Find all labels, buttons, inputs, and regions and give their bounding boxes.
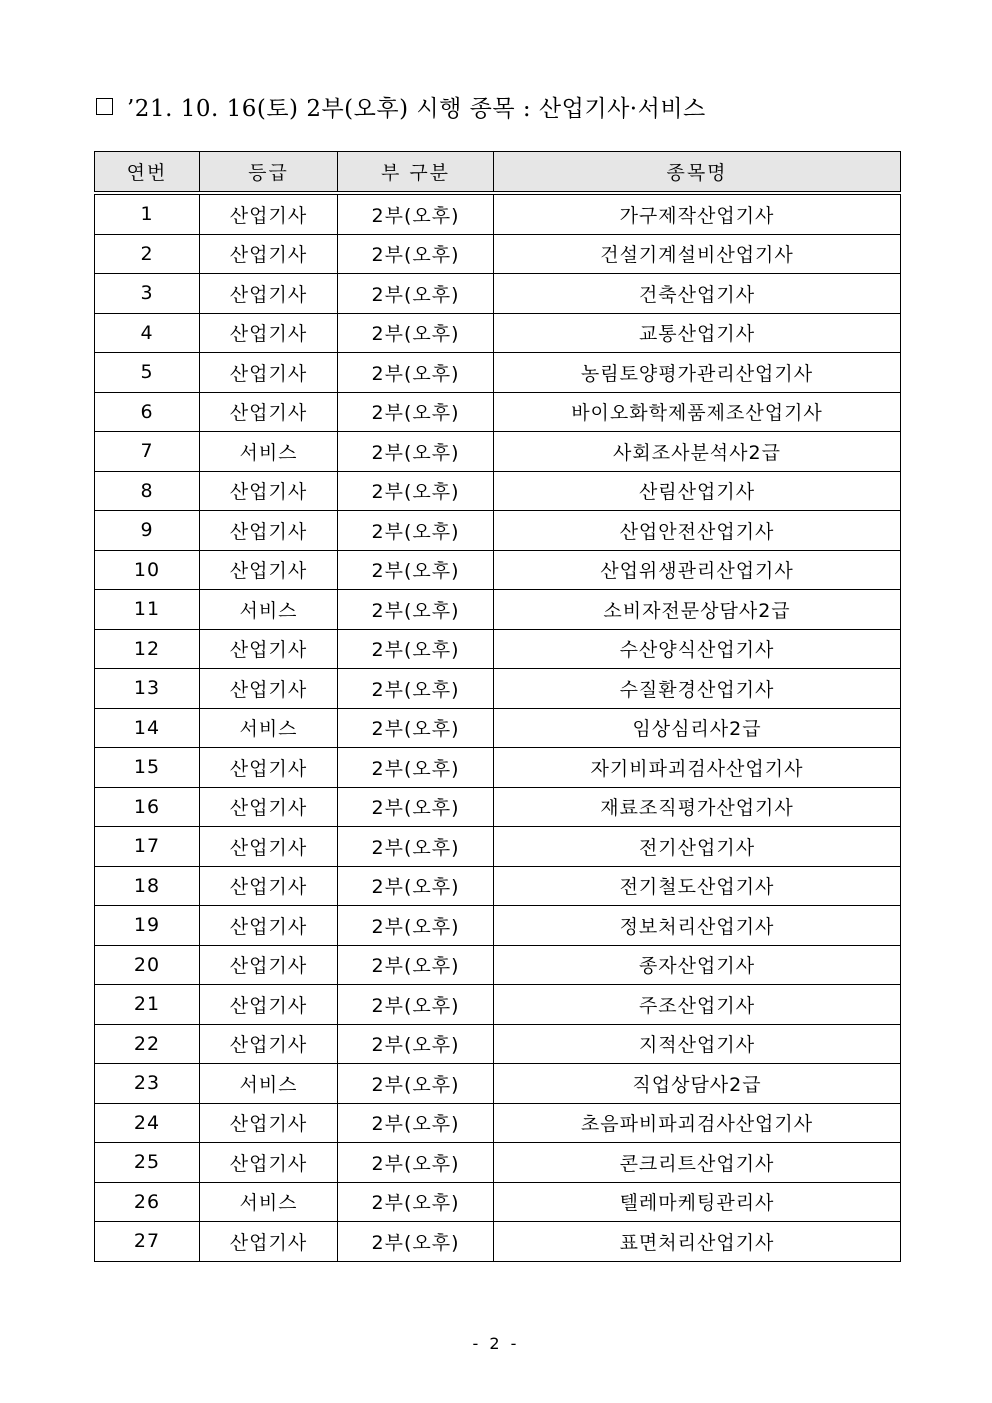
cell-session: 2부(오후) [338, 1143, 494, 1183]
cell-subject-name: 주조산업기사 [494, 985, 901, 1025]
cell-number: 5 [95, 353, 200, 393]
table-row [95, 392, 901, 432]
cell-subject-name: 텔레마케팅관리사 [494, 1182, 901, 1222]
table-row [95, 353, 901, 393]
cell-number: 12 [95, 629, 200, 669]
cell-grade: 산업기사 [200, 471, 338, 511]
table-row [95, 313, 901, 353]
cell-subject-name: 종자산업기사 [494, 945, 901, 985]
cell-grade: 산업기사 [200, 866, 338, 906]
cell-number: 10 [95, 550, 200, 590]
cell-subject-name: 산업안전산업기사 [494, 511, 901, 551]
cell-subject-name: 수질환경산업기사 [494, 669, 901, 709]
cell-session: 2부(오후) [338, 985, 494, 1025]
cell-subject-name: 임상심리사2급 [494, 708, 901, 748]
cell-session: 2부(오후) [338, 1222, 494, 1262]
cell-number: 15 [95, 748, 200, 788]
cell-subject-name: 바이오화학제품제조산업기사 [494, 392, 901, 432]
table-row [95, 590, 901, 630]
cell-session: 2부(오후) [338, 471, 494, 511]
cell-number: 6 [95, 392, 200, 432]
table-header-row [95, 152, 901, 194]
cell-grade: 산업기사 [200, 669, 338, 709]
cell-grade: 산업기사 [200, 392, 338, 432]
cell-session: 2부(오후) [338, 550, 494, 590]
header-subject-name: 종목명 [494, 152, 901, 194]
cell-session: 2부(오후) [338, 866, 494, 906]
cell-number: 14 [95, 708, 200, 748]
cell-number: 27 [95, 1222, 200, 1262]
cell-session: 2부(오후) [338, 906, 494, 946]
cell-grade: 산업기사 [200, 313, 338, 353]
header-number: 연번 [95, 152, 200, 194]
cell-grade: 산업기사 [200, 193, 338, 234]
cell-grade: 산업기사 [200, 511, 338, 551]
cell-grade: 산업기사 [200, 1103, 338, 1143]
cell-grade: 산업기사 [200, 906, 338, 946]
table-row [95, 432, 901, 472]
cell-session: 2부(오후) [338, 313, 494, 353]
cell-number: 9 [95, 511, 200, 551]
cell-subject-name: 가구제작산업기사 [494, 193, 901, 234]
cell-grade: 산업기사 [200, 1024, 338, 1064]
header-session: 부 구분 [338, 152, 494, 194]
cell-number: 21 [95, 985, 200, 1025]
cell-subject-name: 초음파비파괴검사산업기사 [494, 1103, 901, 1143]
cell-session: 2부(오후) [338, 353, 494, 393]
table-row [95, 193, 901, 234]
cell-session: 2부(오후) [338, 629, 494, 669]
cell-session: 2부(오후) [338, 1024, 494, 1064]
cell-number: 20 [95, 945, 200, 985]
cell-session: 2부(오후) [338, 827, 494, 867]
cell-subject-name: 산업위생관리산업기사 [494, 550, 901, 590]
exam-schedule-table [94, 151, 901, 1262]
page-heading [96, 88, 706, 124]
cell-session: 2부(오후) [338, 193, 494, 234]
table-row [95, 748, 901, 788]
cell-session: 2부(오후) [338, 511, 494, 551]
table-body [95, 193, 901, 1261]
cell-number: 13 [95, 669, 200, 709]
cell-subject-name: 표면처리산업기사 [494, 1222, 901, 1262]
table-row [95, 1103, 901, 1143]
table-row [95, 669, 901, 709]
cell-grade: 산업기사 [200, 353, 338, 393]
cell-subject-name: 지적산업기사 [494, 1024, 901, 1064]
cell-grade: 서비스 [200, 1064, 338, 1104]
table-row [95, 511, 901, 551]
table-row [95, 234, 901, 274]
cell-subject-name: 교통산업기사 [494, 313, 901, 353]
cell-number: 23 [95, 1064, 200, 1104]
cell-grade: 서비스 [200, 1182, 338, 1222]
cell-session: 2부(오후) [338, 748, 494, 788]
cell-grade: 서비스 [200, 708, 338, 748]
cell-session: 2부(오후) [338, 787, 494, 827]
cell-subject-name: 산림산업기사 [494, 471, 901, 511]
page-number: - 2 - [472, 1334, 520, 1353]
cell-number: 17 [95, 827, 200, 867]
cell-subject-name: 건설기계설비산업기사 [494, 234, 901, 274]
checkbox-square-icon [96, 98, 113, 115]
cell-subject-name: 소비자전문상담사2급 [494, 590, 901, 630]
table-row [95, 1222, 901, 1262]
cell-subject-name: 자기비파괴검사산업기사 [494, 748, 901, 788]
cell-grade: 산업기사 [200, 1143, 338, 1183]
cell-number: 16 [95, 787, 200, 827]
cell-grade: 산업기사 [200, 827, 338, 867]
table-row [95, 274, 901, 314]
cell-session: 2부(오후) [338, 1064, 494, 1104]
cell-subject-name: 농림토양평가관리산업기사 [494, 353, 901, 393]
cell-session: 2부(오후) [338, 1182, 494, 1222]
cell-session: 2부(오후) [338, 274, 494, 314]
cell-grade: 산업기사 [200, 550, 338, 590]
cell-session: 2부(오후) [338, 669, 494, 709]
cell-number: 22 [95, 1024, 200, 1064]
cell-grade: 산업기사 [200, 1222, 338, 1262]
table-row [95, 550, 901, 590]
cell-grade: 서비스 [200, 590, 338, 630]
table-row [95, 1064, 901, 1104]
cell-grade: 산업기사 [200, 985, 338, 1025]
cell-grade: 산업기사 [200, 787, 338, 827]
heading-text: ’21. 10. 16(토) 2부(오후) 시행 종목 : 산업기사·서비스 [127, 95, 706, 122]
table-row [95, 1143, 901, 1183]
table-row [95, 787, 901, 827]
cell-number: 7 [95, 432, 200, 472]
cell-subject-name: 콘크리트산업기사 [494, 1143, 901, 1183]
cell-session: 2부(오후) [338, 945, 494, 985]
cell-grade: 서비스 [200, 432, 338, 472]
cell-subject-name: 수산양식산업기사 [494, 629, 901, 669]
cell-grade: 산업기사 [200, 629, 338, 669]
cell-grade: 산업기사 [200, 234, 338, 274]
cell-number: 11 [95, 590, 200, 630]
cell-session: 2부(오후) [338, 590, 494, 630]
cell-grade: 산업기사 [200, 748, 338, 788]
cell-number: 3 [95, 274, 200, 314]
cell-number: 26 [95, 1182, 200, 1222]
table-row [95, 471, 901, 511]
cell-subject-name: 전기철도산업기사 [494, 866, 901, 906]
cell-subject-name: 전기산업기사 [494, 827, 901, 867]
cell-subject-name: 정보처리산업기사 [494, 906, 901, 946]
table-row [95, 945, 901, 985]
table-row [95, 985, 901, 1025]
cell-number: 8 [95, 471, 200, 511]
cell-grade: 산업기사 [200, 945, 338, 985]
cell-number: 24 [95, 1103, 200, 1143]
table-row [95, 629, 901, 669]
cell-grade: 산업기사 [200, 274, 338, 314]
cell-session: 2부(오후) [338, 234, 494, 274]
cell-subject-name: 직업상담사2급 [494, 1064, 901, 1104]
table-row [95, 906, 901, 946]
cell-number: 1 [95, 193, 200, 234]
cell-subject-name: 건축산업기사 [494, 274, 901, 314]
table-row [95, 1024, 901, 1064]
table-row [95, 827, 901, 867]
table-row [95, 708, 901, 748]
table-row [95, 1182, 901, 1222]
cell-number: 25 [95, 1143, 200, 1183]
cell-subject-name: 사회조사분석사2급 [494, 432, 901, 472]
cell-number: 19 [95, 906, 200, 946]
cell-session: 2부(오후) [338, 432, 494, 472]
table-row [95, 866, 901, 906]
header-grade: 등급 [200, 152, 338, 194]
cell-number: 18 [95, 866, 200, 906]
cell-subject-name: 재료조직평가산업기사 [494, 787, 901, 827]
cell-session: 2부(오후) [338, 392, 494, 432]
cell-number: 4 [95, 313, 200, 353]
cell-session: 2부(오후) [338, 708, 494, 748]
cell-number: 2 [95, 234, 200, 274]
cell-session: 2부(오후) [338, 1103, 494, 1143]
